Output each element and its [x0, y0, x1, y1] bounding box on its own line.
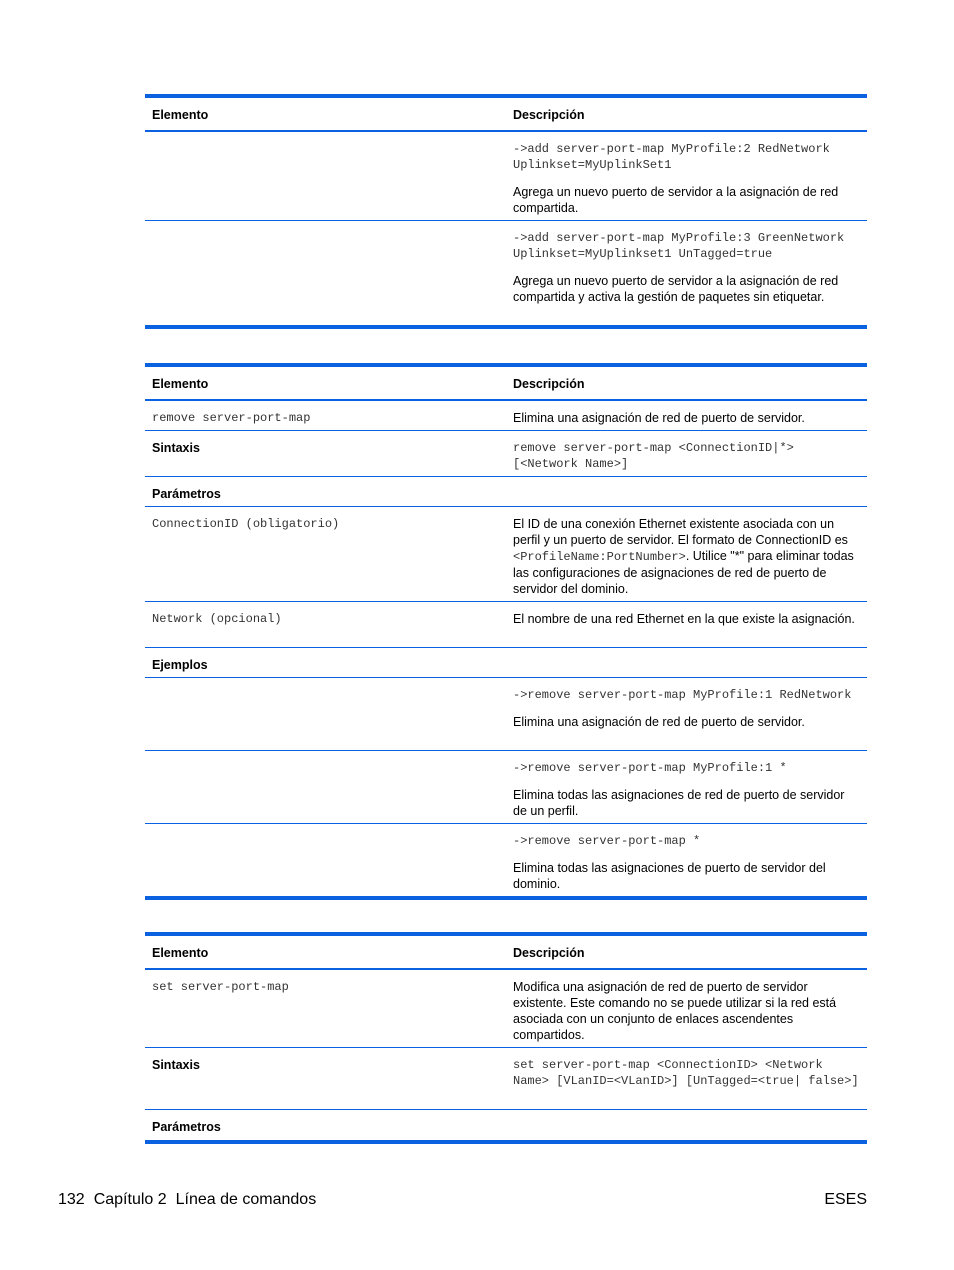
chapter-title: Línea de comandos: [175, 1191, 317, 1208]
header-descripcion: Descripción: [513, 108, 585, 122]
param-desc: El ID de una conexión Ethernet existente asociada con un perfil y un puerto de servidor. El formato de ConnectionID es <ProfileName:PortNumber>. Utilice "*" para eliminar todas las configuraciones de asignaciones de red de puerto de servidor del dominio.: [513, 517, 854, 596]
params-label-row: [145, 477, 867, 507]
table-header: [145, 936, 867, 970]
syntax-label: Sintaxis: [152, 1058, 200, 1072]
language-code: ESES: [824, 1191, 867, 1208]
params-label-row: [145, 1110, 867, 1140]
examples-label: Ejemplos: [152, 658, 208, 672]
table-row: [145, 751, 867, 824]
syntax-row: [145, 431, 867, 477]
example-code: ->add server-port-map MyProfile:3 GreenNetwork Uplinkset=MyUplinkset1 UnTagged=true: [513, 231, 845, 261]
params-label: Parámetros: [152, 1120, 221, 1134]
command-desc: Elimina una asignación de red de puerto de servidor.: [513, 411, 805, 425]
header-elemento: Elemento: [152, 108, 209, 122]
chapter-label: Capítulo 2: [93, 1191, 167, 1208]
table-row: [145, 678, 867, 751]
syntax-value: remove server-port-map <ConnectionID|*> [<Network Name>]: [513, 441, 794, 471]
syntax-row: [145, 1048, 867, 1110]
examples-label-row: [145, 648, 867, 678]
param-name: Network (opcional): [152, 612, 282, 626]
command-desc: Modifica una asignación de red de puerto de servidor existente. Este comando no se puede utilizar si la red está asociada con un conjunto de enlaces ascendentes compartidos.: [513, 980, 837, 1042]
page-number: 132: [58, 1191, 85, 1208]
param-name: ConnectionID (obligatorio): [152, 517, 340, 531]
header-elemento: Elemento: [152, 946, 209, 960]
example-desc: Agrega un nuevo puerto de servidor a la asignación de red compartida y activa la gestión de paquetes sin etiquetar.: [513, 274, 839, 304]
table-row: [145, 824, 867, 896]
syntax-label: Sintaxis: [152, 441, 200, 455]
page-footer: [58, 1191, 867, 1209]
header-elemento: Elemento: [152, 377, 209, 391]
param-desc: El nombre de una red Ethernet en la que existe la asignación.: [513, 612, 855, 626]
table-row: [145, 132, 867, 221]
syntax-value: set server-port-map <ConnectionID> <Network Name> [VLanID=<VLanID>] [UnTagged=<true| false>]: [513, 1058, 859, 1088]
example-desc: Agrega un nuevo puerto de servidor a la asignación de red compartida.: [513, 185, 839, 215]
example-code: ->add server-port-map MyProfile:2 RedNetwork Uplinkset=MyUplinkSet1: [513, 142, 830, 172]
example-desc: Elimina una asignación de red de puerto de servidor.: [513, 715, 805, 729]
table-row: [145, 221, 867, 325]
remove-server-port-map-table: [145, 363, 867, 900]
example-code: ->remove server-port-map *: [513, 834, 701, 848]
command-name: remove server-port-map: [152, 411, 311, 425]
set-server-port-map-table: [145, 932, 867, 1144]
add-examples-table: [145, 94, 867, 329]
param-row: [145, 602, 867, 648]
command-row: [145, 970, 867, 1048]
command-row: [145, 401, 867, 431]
param-format-code: <ProfileName:PortNumber>: [513, 550, 686, 564]
table-header: [145, 98, 867, 132]
example-code: ->remove server-port-map MyProfile:1 *: [513, 761, 787, 775]
command-name: set server-port-map: [152, 980, 289, 994]
table-header: [145, 367, 867, 401]
header-descripcion: Descripción: [513, 377, 585, 391]
example-desc: Elimina todas las asignaciones de red de puerto de servidor de un perfil.: [513, 788, 845, 818]
example-desc: Elimina todas las asignaciones de puerto de servidor del dominio.: [513, 861, 826, 891]
param-row: [145, 507, 867, 602]
header-descripcion: Descripción: [513, 946, 585, 960]
example-code: ->remove server-port-map MyProfile:1 RedNetwork: [513, 688, 852, 702]
params-label: Parámetros: [152, 487, 221, 501]
